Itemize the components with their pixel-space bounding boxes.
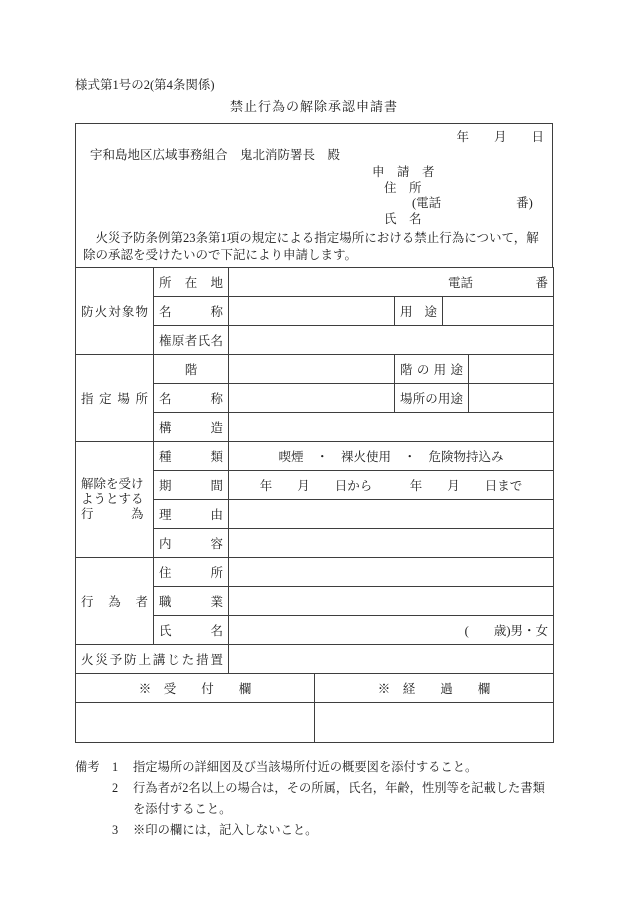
measures-value [229,645,554,674]
fire-object-name-label: 名称 [154,297,229,326]
floor-label: 階 [154,355,229,384]
form-box [75,123,553,743]
actor-name-label: 氏名 [154,616,229,645]
actor-address-label: 住所 [154,558,229,587]
note-number: 3 [112,823,119,837]
floor-value [229,355,395,384]
table-row [76,703,554,743]
reception-field [76,703,315,743]
note-item [112,820,553,841]
note-item [112,778,553,820]
notes-items [112,757,553,841]
act-type-value: 喫煙 ・ 裸火使用 ・ 危険物持込み [229,442,554,471]
reception-column-header: ※ 受 付 欄 [76,674,315,703]
note-text: 行為者が2名以上の場合は，その所属，氏名，年齢，性別等を記載した書類を添付すること。 [133,781,545,816]
floor-use-label: 階の用途 [395,355,469,384]
notes [75,757,553,841]
actor-occupation-value [229,587,554,616]
actor-group-label: 行為者 [76,558,154,645]
applicant-label: 申 請 者 [372,165,435,179]
floor-use-value [469,355,554,384]
act-content-label: 内容 [154,529,229,558]
table-row [76,558,554,587]
addressee-line: 宇和島地区広域事務組合 鬼北消防署長 殿 [90,148,341,162]
act-period-label: 期間 [154,471,229,500]
act-group-label: 解除を受け ようとする 行 為 [76,442,154,558]
actor-occupation-label: 職業 [154,587,229,616]
fire-object-use-value [443,297,554,326]
place-name-label: 名称 [154,384,229,413]
note-number: 1 [112,760,119,774]
table-row [76,645,554,674]
rights-holder-value [229,326,554,355]
fire-object-name-value [229,297,395,326]
act-period-value: 年 月 日から 年 月 日まで [229,471,554,500]
fire-object-use-label: 用途 [395,297,443,326]
actor-address-value [229,558,554,587]
place-use-label: 場所の用途 [395,384,469,413]
note-number: 2 [112,781,119,795]
notes-label: 備考 [75,760,100,774]
act-reason-value [229,500,554,529]
note-text: ※印の欄には，記入しないこと。 [133,823,318,837]
progress-field [315,703,554,743]
page-title: 禁止行為の解除承認申請書 [229,99,398,114]
applicant-address-label: 住 所 [384,180,422,195]
act-reason-label: 理由 [154,500,229,529]
place-name-value [229,384,395,413]
act-content-value [229,529,554,558]
applicant-phone-label: (電話 番) [412,196,533,210]
act-type-label: 種類 [154,442,229,471]
fire-object-location-value: 電話 番 [229,268,554,297]
place-use-value [469,384,554,413]
fire-object-group-label: 防火対象物 [76,268,154,355]
actor-name-value: ( 歳)男・女 [229,616,554,645]
date-line: 年 月 日 [456,130,544,144]
structure-label: 構造 [154,413,229,442]
applicant-block [372,165,552,227]
measures-label: 火災予防上講じた措置 [76,645,229,674]
table-row [76,442,554,471]
rights-holder-label: 権原者氏名 [154,326,229,355]
table-row [76,674,554,703]
table-row [76,355,554,384]
applicant-name-label: 氏 名 [384,211,422,226]
note-item [112,757,553,778]
structure-value [229,413,554,442]
form-table [75,267,554,743]
progress-column-header: ※ 経 過 欄 [315,674,554,703]
form-id: 様式第1号の2(第4条関係) [75,78,215,92]
application-statement: 火災予防条例第23条第1項の規定による指定場所における禁止行為について，解除の承認を受けたいので下記により申請します。 [83,231,539,262]
designated-place-group-label: 指定場所 [76,355,154,442]
note-text: 指定場所の詳細図及び当該場所付近の概要図を添付すること。 [133,760,478,774]
fire-object-location-label: 所在地 [154,268,229,297]
table-row [76,268,554,297]
form-header [75,123,553,267]
